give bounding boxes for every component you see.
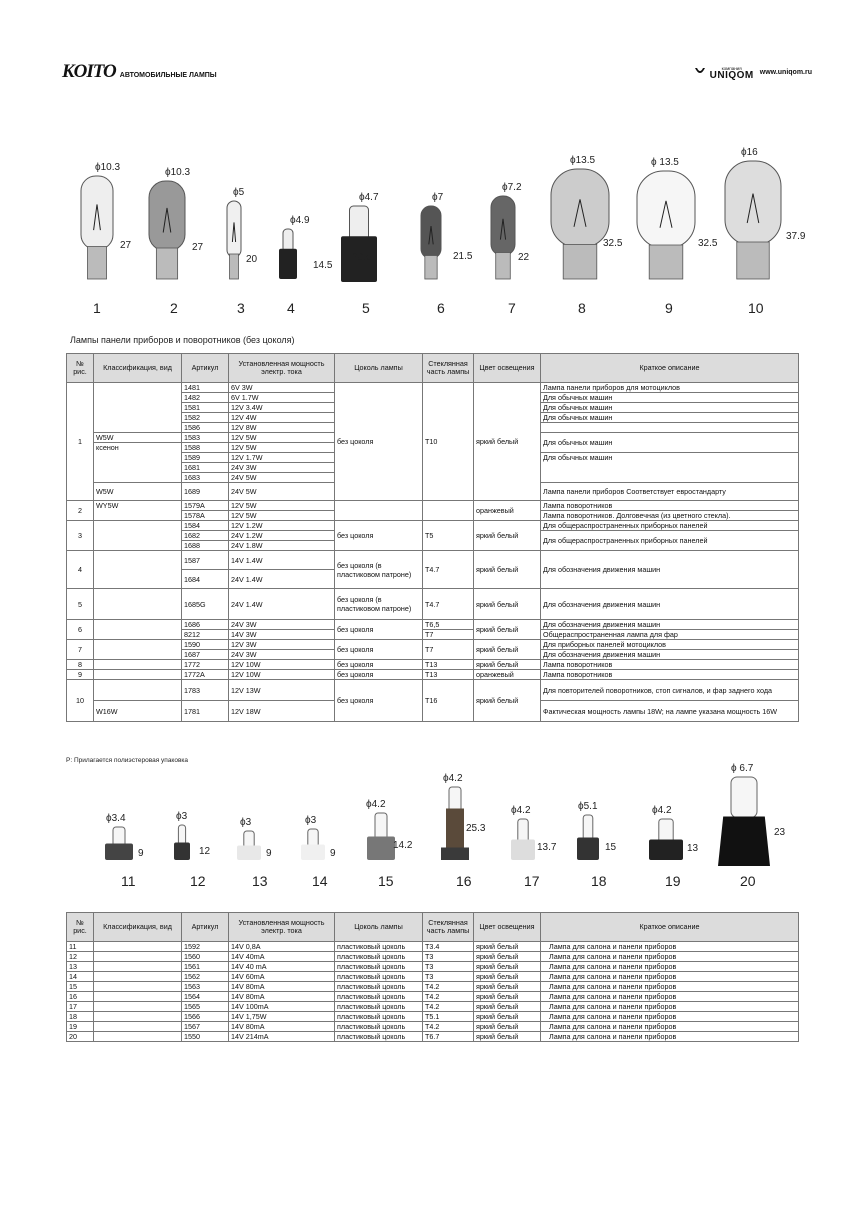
figure-number: 18 (591, 873, 607, 889)
height-label: 9 (138, 848, 144, 859)
table-row: 9 1772A 12V 10W без цоколя T13 оранжевый Лампа поворотников (67, 670, 799, 680)
figure-number: 17 (524, 873, 540, 889)
col-desc: Краткое описание (541, 354, 799, 383)
partner-name: UNIQOM (709, 70, 754, 81)
brand-header (62, 60, 217, 84)
bulb-3-icon (226, 200, 242, 280)
partner-tag: компания (721, 66, 742, 71)
table-row: 1582 12V 4W Для обычных машин (67, 413, 799, 423)
table-header (67, 354, 799, 383)
table-row: 1687 24V 3W Для обозначения движения машин (67, 650, 799, 660)
col-class: Классификация, вид (94, 354, 182, 383)
figure-number: 19 (665, 873, 681, 889)
height-label: 13.7 (537, 842, 557, 853)
diameter-label: ϕ7 (432, 192, 444, 203)
bulb-20-icon (718, 776, 770, 866)
diameter-label: ϕ3.4 (106, 813, 126, 824)
figure-number: 8 (578, 300, 586, 316)
col-color: Цвет освещения (474, 354, 541, 383)
bulb-11-icon (104, 826, 134, 861)
height-label: 12 (199, 846, 211, 857)
figure-number: 2 (170, 300, 178, 316)
figure-number: 5 (362, 300, 370, 316)
table-row: 15 1563 14V 80mA пластиковый цоколь T4.2 яркий белый Лампа для салона и панели приборов (67, 982, 799, 992)
bulb-18-icon (576, 814, 600, 861)
table-row: 20 1550 14V 214mA пластиковый цоколь T6.7 яркий белый Лампа для салона и панели приборов (67, 1032, 799, 1042)
table-row: 17 1565 14V 100mA пластиковый цоколь T4.2 яркий белый Лампа для салона и панели приборов (67, 1002, 799, 1012)
table-row: 18 1566 14V 1,75W пластиковый цоколь T5.1 яркий белый Лампа для салона и панели приборов (67, 1012, 799, 1022)
bulb-6-icon (420, 205, 442, 280)
figure-number: 11 (121, 873, 136, 889)
bulb-5-icon (340, 205, 378, 283)
height-label: 20.5 (352, 252, 372, 263)
bulb-2-icon (148, 180, 186, 280)
bulb-14-icon (300, 828, 326, 861)
table-row: ксенон 1588 12V 5W (67, 443, 799, 453)
diameter-label: ϕ4.2 (366, 799, 386, 810)
bulb-13-icon (236, 830, 262, 861)
partner-url[interactable]: www.uniqom.ru (759, 68, 812, 76)
figure-number: 15 (378, 873, 394, 889)
height-label: 14.2 (393, 840, 413, 851)
table-row: 11 1592 14V 0,8A пластиковый цоколь T3.4 яркий белый Лампа для салона и панели приборов (67, 942, 799, 952)
table-row: 1684 24V 1.4W (67, 570, 799, 589)
height-label: 9 (330, 848, 336, 859)
diameter-label: ϕ7.2 (502, 182, 522, 193)
diameter-label: ϕ3 (305, 815, 317, 826)
diameter-label: ϕ10.3 (95, 162, 121, 173)
height-label: 14.5 (313, 260, 333, 271)
table-row: 1681 24V 3W (67, 463, 799, 473)
table-row: 10 1783 12V 13W без цоколя T16 яркий белый Для повторителей поворотников, стоп сигналов, и фар заднего хода (67, 680, 799, 701)
col-num: № рис. (67, 354, 94, 383)
table-header: № рис. Классификация, вид Артикул Установленная мощность электр. тока Цоколь лампы Стеклянная часть лампы Цвет освещения Краткое описание (67, 913, 799, 942)
table-row: 13 1561 14V 40 mA пластиковый цоколь T3 яркий белый Лампа для салона и панели приборов (67, 962, 799, 972)
diameter-label: ϕ4.9 (290, 215, 310, 226)
diameter-label: ϕ 6.7 (731, 763, 754, 774)
glass: T10 (423, 383, 474, 501)
figure-number: 12 (190, 873, 206, 889)
bulb-12-icon (173, 824, 191, 861)
height-label: 23 (774, 827, 786, 838)
diameter-label: ϕ 13.5 (651, 157, 679, 168)
figure-number: 14 (312, 873, 328, 889)
table-row: 6 1686 24V 3W без цоколя T6,5 яркий белый Для обозначения движения машин (67, 620, 799, 630)
color: яркий белый (474, 383, 541, 501)
diameter-label: ϕ5 (233, 187, 245, 198)
table-row: 7 1590 12V 3W без цоколя T7 яркий белый Для приборных панелей мотоциклов (67, 640, 799, 650)
class: ксенон (94, 443, 182, 483)
figure-number: 9 (665, 300, 673, 316)
lamp-table-2 (66, 912, 799, 1042)
table-row: 14 1562 14V 60mA пластиковый цоколь T3 яркий белый Лампа для салона и панели приборов (67, 972, 799, 982)
table-row: 4 1587 14V 1.4W без цоколя (в пластиковом патроне) T4.7 яркий белый Для обозначения движения машин (67, 551, 799, 570)
diameter-label: ϕ4.2 (652, 805, 672, 816)
height-label: 27 (192, 242, 204, 253)
table-row: 8212 14V 3W T7 Общераспространенная лампа для фар (67, 630, 799, 640)
table-row: 19 1567 14V 80mA пластиковый цоколь T4.2 яркий белый Лампа для салона и панели приборов (67, 1022, 799, 1032)
table-row: 2 WY5W 1579A 12V 5W оранжевый Лампа поворотников (67, 501, 799, 511)
bulb-15-icon (366, 812, 396, 861)
figure-number: 20 (740, 873, 756, 889)
col-glass: Стеклянная часть лампы (423, 354, 474, 383)
diameter-label: ϕ13.5 (570, 155, 596, 166)
table-row: W5W 1689 24V 5W Лампа панели приборов Соответствует евростандарту (67, 483, 799, 501)
table-row: 5 1685G 24V 1.4W без цоколя (в пластиковом патроне) T4.7 яркий белый Для обозначения движения машин (67, 589, 799, 620)
height-label: 22 (518, 252, 530, 263)
table-row: 3 1584 12V 1.2W без цоколя T5 яркий белый Для общераспространенных приборных панелей (67, 521, 799, 531)
table-row: 1682 24V 1.2W Для общераспространенных приборных панелей (67, 531, 799, 541)
table-row: 1586 12V 8W (67, 423, 799, 433)
figure-number: 7 (508, 300, 516, 316)
height-label: 21.5 (453, 251, 473, 262)
packaging-note: P: Прилагается полиэстеровая упаковка (66, 757, 189, 764)
section-title: Лампы панели приборов и поворотников (без цоколя) (70, 335, 295, 345)
partner-header (693, 60, 812, 84)
table-row: 8 1772 12V 10W без цоколя T13 яркий белый Лампа поворотников (67, 660, 799, 670)
diameter-label: ϕ4.2 (511, 805, 531, 816)
diameter-label: ϕ5.1 (578, 801, 598, 812)
height-label: 13 (687, 843, 699, 854)
table-row: 1 1481 6V 3W без цоколя T10 яркий белый Лампа панели приборов для мотоциклов (67, 383, 799, 393)
bulb-19-icon (648, 818, 684, 861)
height-label: 32.5 (698, 238, 718, 249)
diameter-label: ϕ10.3 (165, 167, 191, 178)
col-power: Установленная мощность электр. тока (229, 354, 335, 383)
uniqom-logo-icon (693, 65, 707, 79)
col-article: Артикул (182, 354, 229, 383)
height-label: 32.5 (603, 238, 623, 249)
class: W5W (94, 483, 182, 501)
table-row: 1578A 12V 5W Лампа поворотников. Долговечная (из цветного стекла). (67, 511, 799, 521)
height-label: 27 (120, 240, 132, 251)
table-row: W16W 1781 12V 18W Фактическая мощность лампы 18W; на лампе указана мощность 16W (67, 701, 799, 722)
figure-number: 16 (456, 873, 472, 889)
bulb-9-icon (636, 170, 696, 280)
col-base: Цоколь лампы (335, 354, 423, 383)
bulb-17-icon (510, 818, 536, 861)
koito-logo: KOITO (62, 61, 116, 82)
figure-number: 1 (93, 300, 101, 316)
height-label: 9 (266, 848, 272, 859)
brand-subtitle: АВТОМОБИЛЬНЫЕ ЛАМПЫ (119, 71, 217, 79)
figure-number: 6 (437, 300, 445, 316)
height-label: 25.3 (466, 823, 486, 834)
height-label: 20 (246, 254, 258, 265)
figure-number: 10 (748, 300, 764, 316)
bulb-10-icon (724, 160, 782, 280)
bulb-4-icon (278, 228, 298, 280)
height-label: 37.9 (786, 231, 806, 242)
table-row: 1688 24V 1.8W (67, 541, 799, 551)
diameter-label: ϕ4.2 (443, 773, 463, 784)
bulb-7-icon (490, 195, 516, 280)
table-row: 16 1564 14V 80mA пластиковый цоколь T4.2 яркий белый Лампа для салона и панели приборов (67, 992, 799, 1002)
lamp-table-1 (66, 353, 799, 722)
table-row: 1482 6V 1.7W Для обычных машин (67, 393, 799, 403)
fig-num: 1 (67, 383, 94, 501)
figure-number: 4 (287, 300, 295, 316)
diameter-label: ϕ4.7 (359, 192, 379, 203)
table-row: 1683 24V 5W (67, 473, 799, 483)
bulb-1-icon (80, 175, 114, 280)
diameter-label: ϕ3 (176, 811, 188, 822)
bulb-8-icon (550, 168, 610, 280)
table-row: 12 1560 14V 40mA пластиковый цоколь T3 яркий белый Лампа для салона и панели приборов (67, 952, 799, 962)
table-row: 1581 12V 3.4W Для обычных машин (67, 403, 799, 413)
table-row: W5W 1583 12V 5W Для обычных машин (67, 433, 799, 443)
base: без цоколя (335, 383, 423, 501)
diameter-label: ϕ3 (240, 817, 252, 828)
diameter-label: ϕ16 (741, 147, 758, 158)
class: W5W (94, 433, 182, 443)
figure-number: 3 (237, 300, 245, 316)
table-row: 1589 12V 1.7W Для обычных машин (67, 453, 799, 463)
figure-number: 13 (252, 873, 268, 889)
height-label: 15 (605, 842, 617, 853)
